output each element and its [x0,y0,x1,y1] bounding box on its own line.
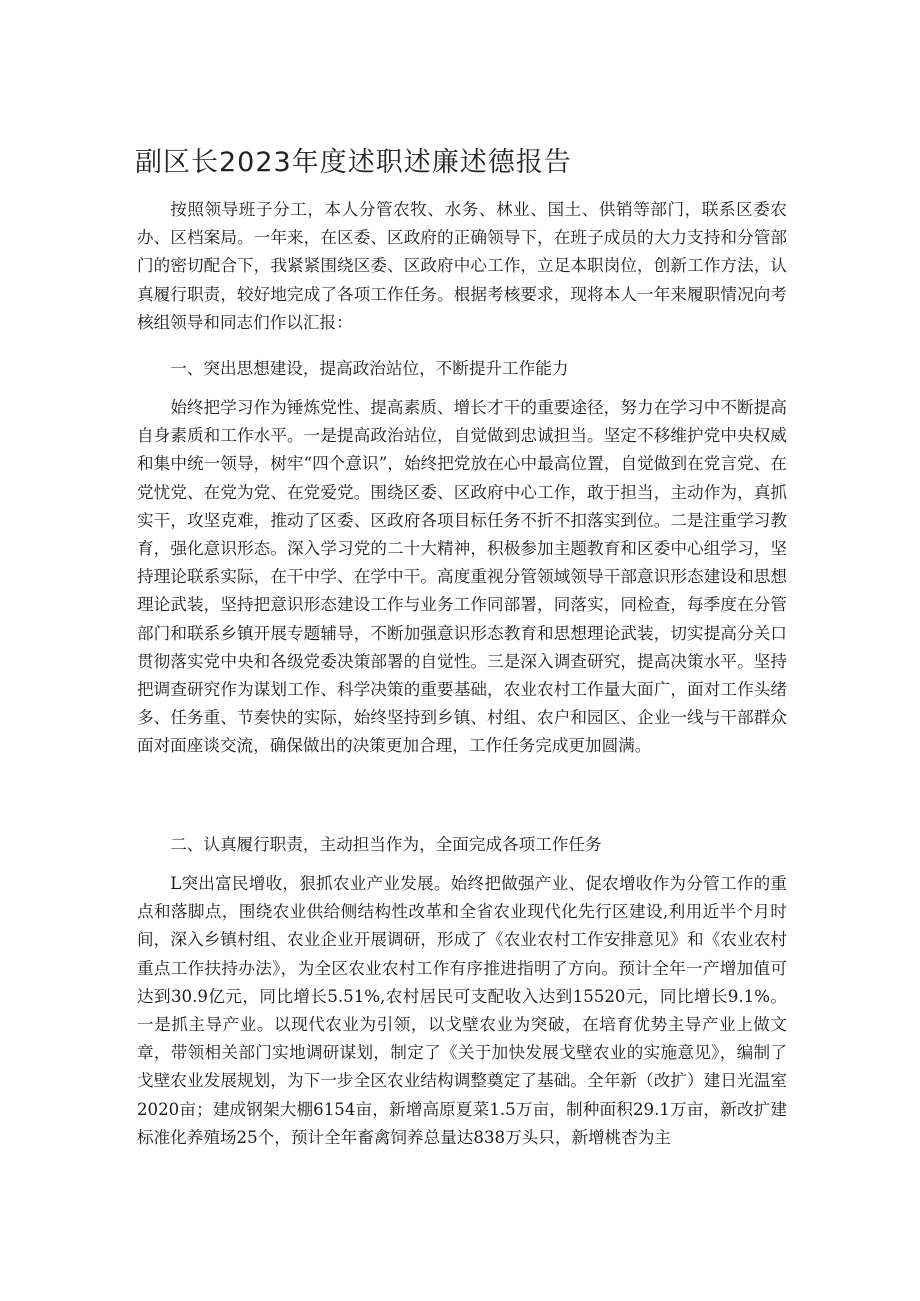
section-heading-1: 一、突出思想建设，提高政治站位，不断提升工作能力 [170,359,569,378]
section-paragraph-2: L突出富民增收，狠抓农业产业发展。始终把做强产业、促农增收作为分管工作的重点和落脚点，围绕农业供给侧结构性改革和全省农业现代化先行区建设,利用近半个月时间，深入乡镇村组、农业企业开展调研，形成了《农业农村工作安排意见》和《农业农村重点工作扶持办法》，为全区农业农村工作有序推进指明了方向。预计全年一产增加值可达到30.9亿元，同比增长5.51%,农村居民可支配收入达到15520元，同比增长9.1%。一是抓主导产业。以现代农业为引领，以戈壁农业为突破，在培育优势主导产业上做文章，带领相关部门实地调研谋划，制定了《关于加快发展戈壁农业的实施意见》，编制了戈壁农业发展规划，为下一步全区农业结构调整奠定了基础。全年新（改扩）建日光温室2020亩；建成钢架大棚6154亩，新增高原夏菜1.5万亩，制种面积29.1万亩，新改扩建标准化养殖场25个，预计全年畜禽饲养总量达838万头只，新增桃杏为主 [137,874,787,1147]
section-paragraph-1: 始终把学习作为锤炼党性、提高素质、增长才干的重要途径，努力在学习中不断提高自身素质和工作水平。一是提高政治站位，自觉做到忠诚担当。坚定不移维护党中央权威和集中统一领导，树牢“四个意识”，始终把党放在心中最高位置，自觉做到在党言党、在党忧党、在党为党、在党爱党。围绕区委、区政府中心工作，敢于担当，主动作为，真抓实干，攻坚克难，推动了区委、区政府各项目标任务不折不扣落实到位。二是注重学习教育，强化意识形态。深入学习党的二十大精神，积极参加主题教育和区委中心组学习，坚持理论联系实际，在干中学、在学中干。高度重视分管领域领导干部意识形态建设和思想理论武装，坚持把意识形态建设工作与业务工作同部署，同落实，同检查，每季度在分管部门和联系乡镇开展专题辅导，不断加强意识形态教育和思想理论武装，切实提高分关口贯彻落实党中央和各级党委决策部署的自觉性。三是深入调查研究，提高决策水平。坚持把调查研究作为谋划工作、科学决策的重要基础，农业农村工作量大面广，面对工作头绪多、任务重、节奏快的实际，始终坚持到乡镇、村组、农户和园区、企业一线与干部群众面对面座谈交流，确保做出的决策更加合理，工作任务完成更加圆满。 [137,398,787,756]
section-heading-2: 二、认真履行职责，主动担当作为，全面完成各项工作任务 [170,835,602,854]
intro-paragraph: 按照领导班子分工，本人分管农牧、水务、林业、国土、供销等部门，联系区委农办、区档案局。一年来，在区委、区政府的正确领导下，在班子成员的大力支持和分管部门的密切配合下，我紧紧围绕区委、区政府中心工作，立足本职岗位，创新工作方法，认真履行职责，较好地完成了各项工作任务。根据考核要求，现将本人一年来履职情况向考核组领导和同志们作以汇报： [137,200,787,332]
document-title: 副区长2023年度述职述廉述德报告 [135,147,572,178]
